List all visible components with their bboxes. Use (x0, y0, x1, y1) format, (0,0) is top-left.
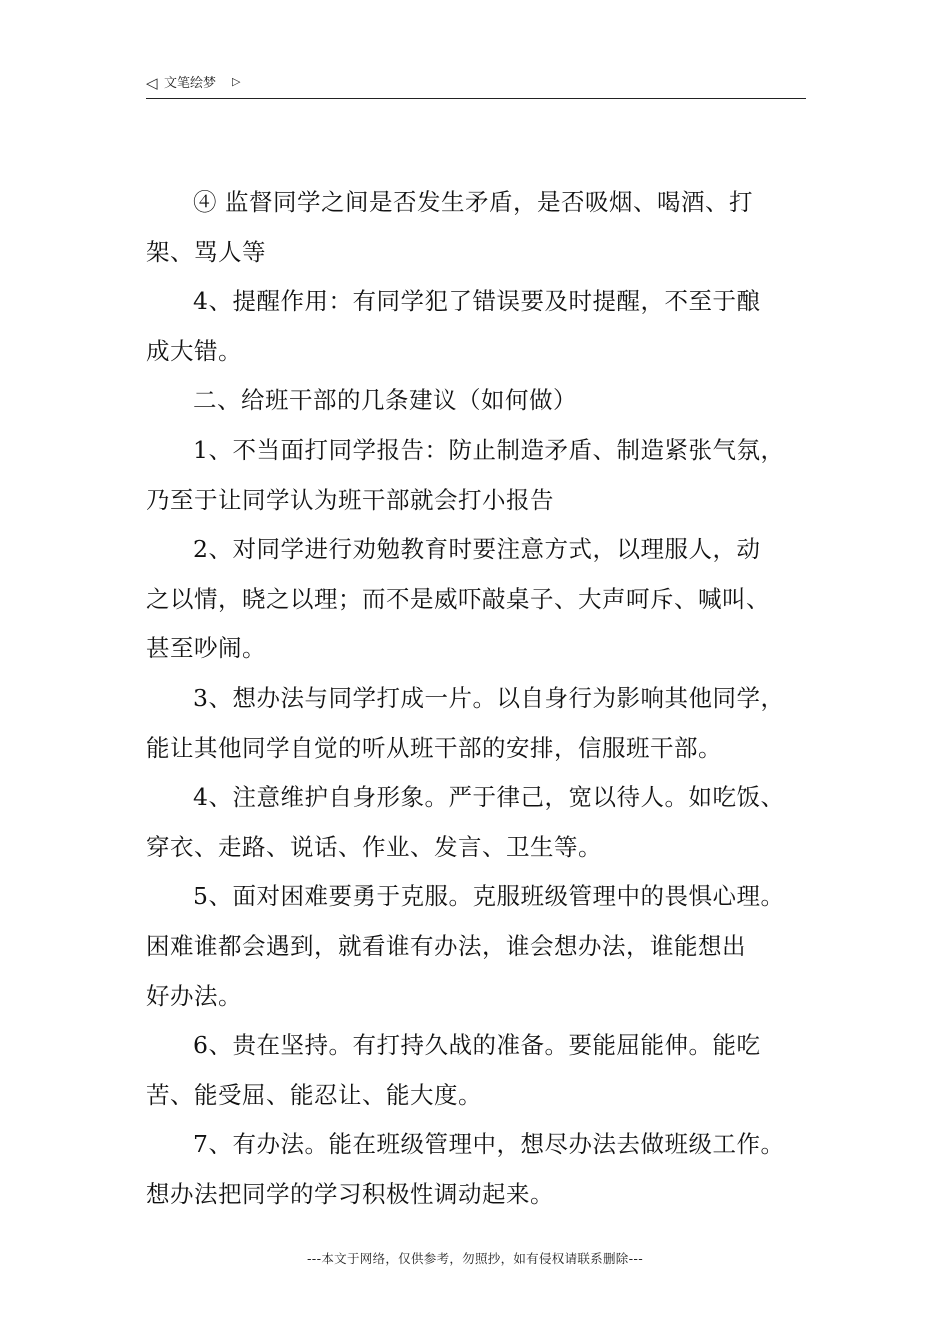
triangle-left-icon: ◁ (146, 74, 158, 92)
paragraph-suggestion-5: 5、面对困难要勇于克服。克服班级管理中的畏惧心理。 困难谁都会遇到，就看谁有办法，谁会想办法，谁能想出 好办法。 (146, 882, 785, 1010)
paragraph-suggestion-2: 2、对同学进行劝勉教育时要注意方式，以理服人，动 之以情，晓之以理；而不是威吓敲桌子、大声呵斥、喊叫、 甚至吵闹。 (146, 535, 770, 663)
paragraph-supervise: ④ 监督同学之间是否发生矛盾，是否吸烟、喝酒、打 架、骂人等 (146, 188, 753, 266)
section-heading-suggestions: 二、给班干部的几条建议（如何做） (193, 386, 577, 415)
paragraph-remind: 4、提醒作用：有同学犯了错误要及时提醒，不至于酿 成大错。 (146, 287, 761, 365)
document-body (146, 178, 826, 1219)
page-header (146, 74, 806, 99)
paragraph-suggestion-1: 1、不当面打同学报告：防止制造矛盾、制造紧张气氛， 乃至于让同学认为班干部就会打小报告 (146, 435, 785, 514)
page-footer-disclaimer: ---本文于网络，仅供参考，勿照抄，如有侵权请联系删除--- (306, 1251, 644, 1266)
paragraph-suggestion-7: 7、有办法。能在班级管理中，想尽办法去做班级工作。 想办法把同学的学习积极性调动起来。 (146, 1130, 785, 1208)
paragraph-suggestion-3: 3、想办法与同学打成一片。以自身行为影响其他同学， 能让其他同学自觉的听从班干部的安排，信服班干部。 (146, 683, 785, 762)
paragraph-suggestion-4: 4、注意维护自身形象。严于律己，宽以待人。如吃饭、 穿衣、走路、说话、作业、发言、卫生等。 (146, 783, 785, 861)
triangle-right-icon: ▷ (232, 75, 241, 88)
paragraph-suggestion-6: 6、贵在坚持。有打持久战的准备。要能屈能伸。能吃 苦、能受屈、能忍让、能大度。 (146, 1031, 761, 1109)
header-title: 文笔绘梦 (164, 76, 217, 91)
